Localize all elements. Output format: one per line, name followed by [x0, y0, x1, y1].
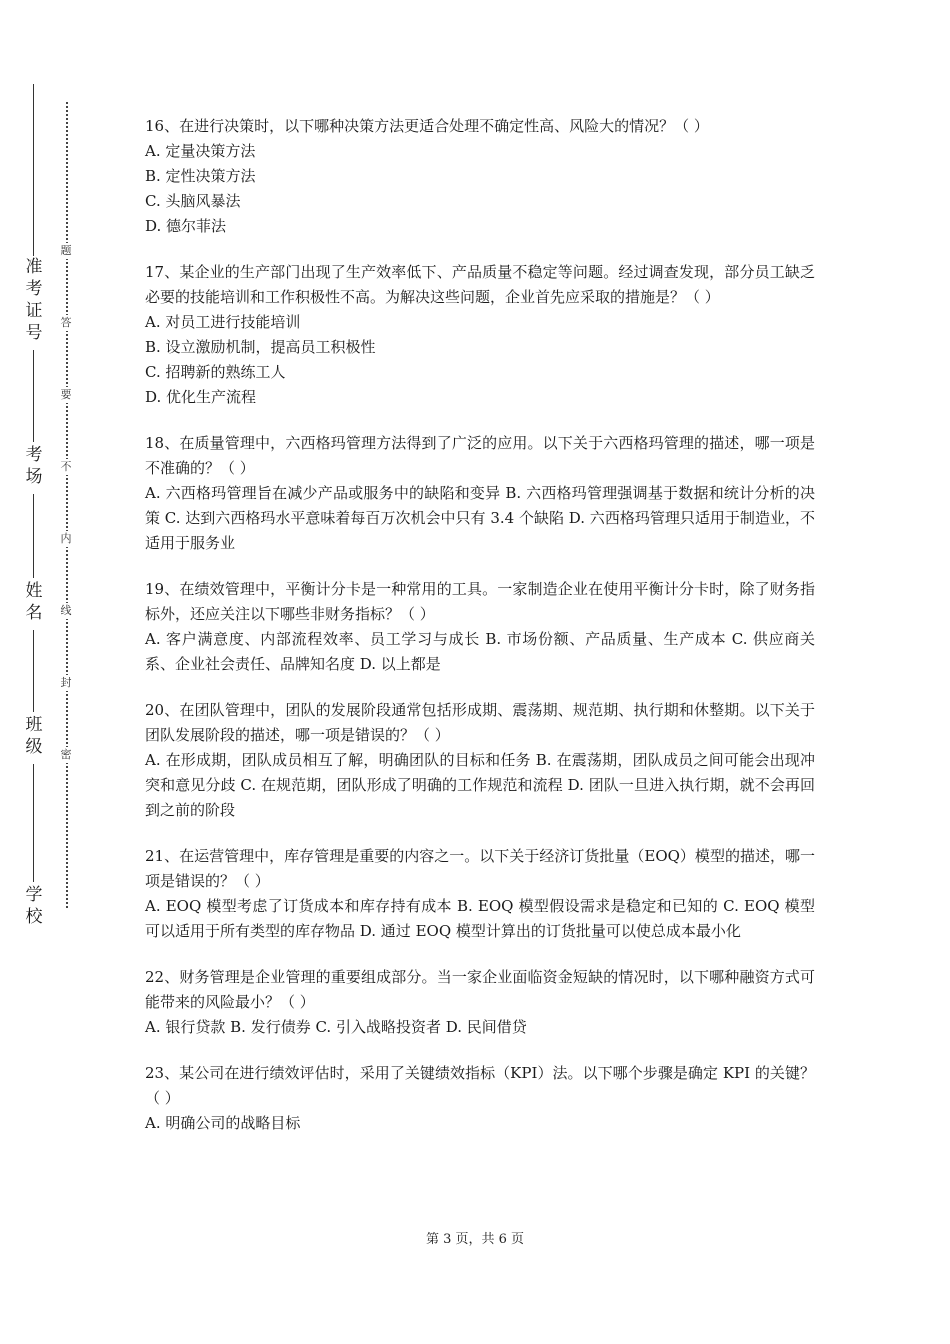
question-stem: 19、在绩效管理中，平衡计分卡是一种常用的工具。一家制造企业在使用平衡计分卡时，除了财务指标外，还应关注以下哪些非财务指标？（ ）: [145, 580, 815, 623]
question-22: [145, 965, 815, 1040]
question-19: [145, 577, 815, 677]
blank-line-exam-room: [33, 350, 34, 442]
seal-line-char: 题: [58, 243, 74, 259]
options-inline: A. 在形成期，团队成员相互了解，明确团队的目标和任务 B. 在震荡期，团队成员之间可能会出现冲突和意见分歧 C. 在规范期，团队形成了明确的工作规范和流程 D. 团队一旦进入执行期，就不会再回到之前的阶段: [145, 751, 815, 819]
seal-line-char: 不: [58, 459, 74, 475]
blank-line-exam-number: [33, 84, 34, 256]
option-b: B. 定性决策方法: [145, 167, 256, 185]
seal-line-char: 密: [58, 747, 74, 763]
option-b: B. 设立激励机制，提高员工积极性: [145, 338, 376, 356]
question-23: [145, 1061, 815, 1136]
option-a: A. 定量决策方法: [145, 142, 256, 160]
options-inline: A. 六西格玛管理旨在减少产品或服务中的缺陷和变异 B. 六西格玛管理强调基于数据和统计分析的决策 C. 达到六西格玛水平意味着每百万次机会中只有 3.4 个缺陷 D. 六西格玛管理只适用于制造业，不适用于服务业: [145, 484, 815, 552]
option-a: A. 对员工进行技能培训: [145, 313, 301, 331]
question-21: [145, 844, 815, 944]
option-c: C. 头脑风暴法: [145, 192, 241, 210]
seal-line-char: 线: [58, 603, 74, 619]
question-stem: 18、在质量管理中，六西格玛管理方法得到了广泛的应用。以下关于六西格玛管理的描述，哪一项是不准确的？（ ）: [145, 434, 815, 477]
question-20: [145, 698, 815, 823]
question-16: [145, 114, 815, 239]
option-d: D. 德尔菲法: [145, 217, 227, 235]
question-stem: 20、在团队管理中，团队的发展阶段通常包括形成期、震荡期、规范期、执行期和休整期。以下关于团队发展阶段的描述，哪一项是错误的？（ ）: [145, 701, 815, 744]
seal-line-char: 内: [58, 531, 74, 547]
field-exam-room: 考 场: [25, 445, 43, 487]
blank-line-class: [33, 630, 34, 712]
field-exam-number: 准 考 证 号: [25, 257, 43, 343]
question-stem: 21、在运营管理中，库存管理是重要的内容之一。以下关于经济订货批量（EOQ）模型的描述，哪一项是错误的？（ ）: [145, 847, 815, 890]
options-inline: A. EOQ 模型考虑了订货成本和库存持有成本 B. EOQ 模型假设需求是稳定和已知的 C. EOQ 模型可以适用于所有类型的库存物品 D. 通过 EOQ 模型计算出的订货批量可以使总成本最小化: [145, 897, 815, 940]
question-stem: 17、某企业的生产部门出现了生产效率低下、产品质量不稳定等问题。经过调查发现，部分员工缺乏必要的技能培训和工作积极性不高。为解决这些问题，企业首先应采取的措施是？（ ）: [145, 263, 815, 306]
option-a: A. 明确公司的战略目标: [145, 1114, 301, 1132]
blank-line-school: [33, 764, 34, 882]
options-inline: A. 银行贷款 B. 发行债券 C. 引入战略投资者 D. 民间借贷: [145, 1018, 527, 1036]
question-stem: 23、某公司在进行绩效评估时，采用了关键绩效指标（KPI）法。以下哪个步骤是确定 KPI 的关键？（ ）: [145, 1064, 815, 1107]
options-inline: A. 客户满意度、内部流程效率、员工学习与成长 B. 市场份额、产品质量、生产成本 C. 供应商关系、企业社会责任、品牌知名度 D. 以上都是: [145, 630, 815, 673]
seal-line-char: 要: [58, 387, 74, 403]
field-class: 班 级: [25, 715, 43, 757]
option-c: C. 招聘新的熟练工人: [145, 363, 286, 381]
field-name: 姓 名: [25, 581, 43, 623]
question-17: [145, 260, 815, 410]
option-d: D. 优化生产流程: [145, 388, 257, 406]
question-18: [145, 431, 815, 556]
question-stem: 22、财务管理是企业管理的重要组成部分。当一家企业面临资金短缺的情况时，以下哪种融资方式可能带来的风险最小？（ ）: [145, 968, 815, 1011]
binding-margin: [0, 0, 110, 1344]
question-list: [145, 114, 815, 1157]
question-stem: 16、在进行决策时，以下哪种决策方法更适合处理不确定性高、风险大的情况？（ ）: [145, 117, 709, 135]
field-school: 学 校: [25, 885, 43, 927]
seal-line-char: 答: [58, 315, 74, 331]
page-number: 第 3 页，共 6 页: [425, 1232, 525, 1247]
blank-line-name: [33, 494, 34, 578]
seal-line: [66, 102, 68, 908]
seal-line-char: 封: [58, 675, 74, 691]
